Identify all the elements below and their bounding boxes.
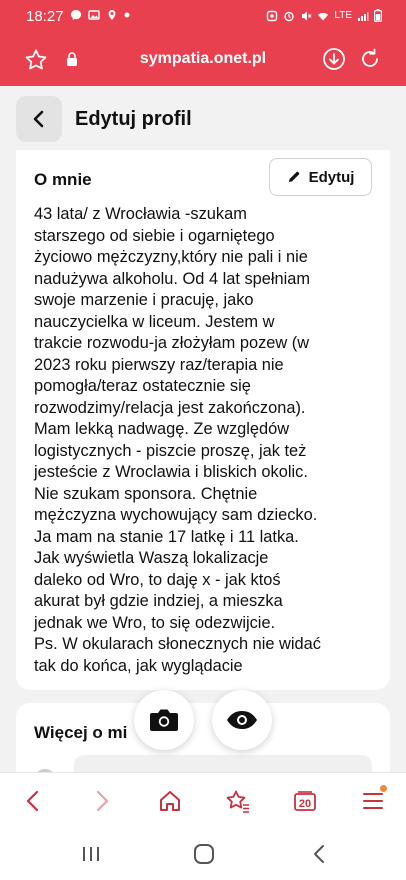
- preview-button[interactable]: [212, 690, 272, 750]
- page-title: Edytuj profil: [75, 108, 192, 130]
- nav-menu-button[interactable]: [359, 787, 387, 815]
- alarm-icon: [283, 10, 295, 22]
- eye-icon: [226, 710, 258, 730]
- nav-back-button[interactable]: [19, 787, 47, 815]
- about-line: daleko od Wro, to daję x - jak ktoś: [34, 570, 281, 589]
- nav-home-button[interactable]: [156, 787, 184, 815]
- edit-button[interactable]: [269, 158, 372, 196]
- about-line: swoje marzenie i pracuję, jako: [34, 291, 254, 309]
- nav-bookmarks-button[interactable]: [224, 787, 252, 815]
- home-icon: [158, 789, 182, 813]
- battery-icon: [374, 9, 382, 22]
- about-line: Ja mam na stanie 17 latkę i 11 latka.: [34, 527, 299, 546]
- about-line: nauczycielka w liceum. Jestem w: [34, 312, 275, 331]
- about-line: pomogła/teraz ostatecznie się: [34, 377, 251, 395]
- about-line: mężczyzna wychowujący sam dziecko.: [34, 506, 318, 524]
- menu-icon: [362, 791, 384, 811]
- nav-tabs-button[interactable]: [291, 787, 319, 815]
- about-line: życiowo mężczyzny,który nie pali i nie: [34, 248, 308, 266]
- download-icon[interactable]: [322, 47, 346, 71]
- about-card: [16, 150, 390, 690]
- more-about-title: Więcej o mi: [34, 723, 128, 742]
- about-line: jednak we Wro, to się odezwijcie.: [34, 613, 276, 632]
- edit-button-label: Edytuj: [308, 168, 355, 186]
- home-circle-icon: [193, 843, 215, 865]
- back-system-button[interactable]: [306, 842, 332, 866]
- dot-icon: [124, 12, 130, 18]
- status-bar: [0, 0, 406, 34]
- network-type: LTE: [334, 10, 352, 21]
- camera-button[interactable]: [134, 690, 194, 750]
- about-line: Jak wyświetla Waszą lokalizacje: [34, 549, 269, 567]
- nfc-icon: [266, 10, 278, 22]
- gallery-icon: [88, 9, 100, 21]
- mute-icon: [300, 10, 312, 22]
- system-nav-bar: [0, 828, 406, 880]
- browser-address-bar: [0, 34, 406, 86]
- about-line: logistycznych - piszcie proszę, jak też: [34, 441, 307, 460]
- chevron-right-icon: [93, 789, 111, 813]
- about-line: trakcie rozwodu-ja złożyłam pozew (w: [34, 334, 310, 352]
- about-line: 43 lata/ z Wrocławia -szukam: [34, 205, 247, 223]
- about-line: 2023 roku pierwszy raz/terapia nie: [34, 355, 284, 374]
- chevron-left-icon: [312, 844, 326, 864]
- recent-apps-button[interactable]: [78, 842, 104, 866]
- tabs-count: 20: [298, 798, 312, 810]
- about-line: akurat był gdzie indziej, a mieszka: [34, 592, 283, 610]
- notification-dot: [380, 785, 387, 792]
- about-line: rozwodzimy/relacja jest zakończona).: [34, 398, 306, 417]
- about-line: Nie szukam sponsora. Chętnie: [34, 484, 258, 503]
- chevron-left-icon: [24, 789, 42, 813]
- messenger-icon: [70, 9, 82, 21]
- location-icon: [106, 9, 118, 21]
- about-line: tak do końca, jak wyglądacie: [34, 656, 243, 675]
- about-line: jesteście z Wroclawia i bliskich okolic.: [34, 463, 308, 481]
- nav-forward-button[interactable]: [88, 787, 116, 815]
- signal-icon: [357, 10, 369, 22]
- wifi-icon: [317, 10, 329, 22]
- back-button[interactable]: [16, 96, 62, 142]
- status-time: 18:27: [26, 8, 64, 25]
- page-header: [0, 86, 406, 150]
- browser-bottom-nav: [0, 772, 406, 828]
- pencil-icon: [287, 170, 301, 184]
- about-title: O mnie: [34, 170, 92, 189]
- camera-icon: [149, 707, 179, 733]
- home-system-button[interactable]: [191, 842, 217, 866]
- recent-apps-icon: [81, 845, 101, 863]
- reload-icon[interactable]: [358, 47, 382, 71]
- star-list-icon: [225, 789, 251, 813]
- chevron-left-icon: [29, 109, 49, 129]
- about-line: starszego od siebie i ogarniętego: [34, 226, 275, 245]
- about-line: nadużywa alkoholu. Od 4 lat spełniam: [34, 269, 311, 288]
- about-line: Mam lekką nadwagę. Ze względów: [34, 420, 290, 438]
- about-line: Ps. W okularach słonecznych nie widać: [34, 635, 321, 653]
- url-text[interactable]: sympatia.onet.pl: [139, 50, 267, 67]
- about-text: [34, 204, 382, 677]
